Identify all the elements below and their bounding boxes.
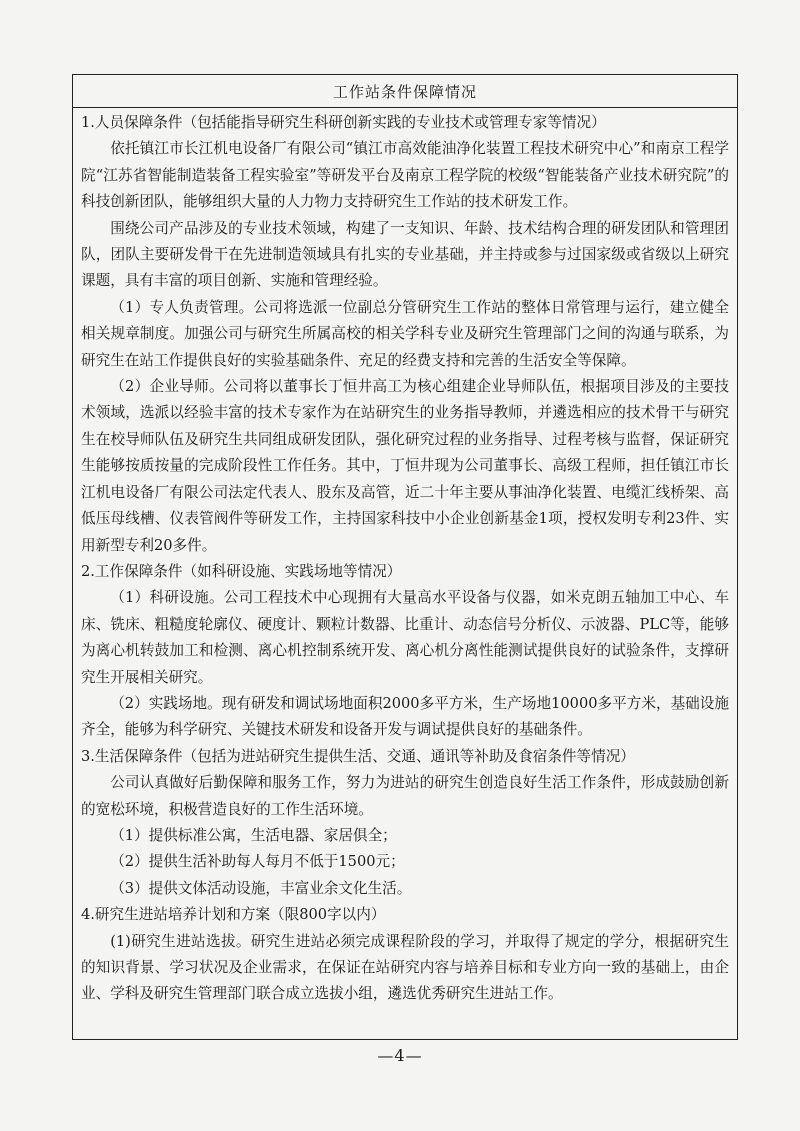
paragraph: 围绕公司产品涉及的专业技术领域，构建了一支知识、年龄、技术结构合理的研发团队和管理团队，团队主要研发骨干在先进制造领域具有扎实的专业基础，并主持或参与过国家级或省级以上研究课题，具有丰富的项目创新、实施和管理经验。	[81, 219, 729, 290]
paragraph: （1）科研设施。公司工程技术中心现拥有大量高水平设备与仪器，如米克朗五轴加工中心、车床、铣床、粗糙度轮廓仪、硬度计、颗粒计数器、比重计、动态信号分析仪、示波器、PLC等，能够为离心机转鼓加工和检测、离心机控制系统开发、离心机分离性能测试提供良好的试验条件，支撑研究生开展相关研究。	[81, 589, 729, 686]
paragraph: （2）实践场地。现有研发和调试场地面积2000多平方米，生产场地10000多平方米，基础设施齐全，能够为科学研究、关键技术研发和设备开发与调试提供良好的基础条件。	[81, 694, 729, 739]
paragraph: (1)研究生进站选拔。研究生进站必须完成课程阶段的学习，并取得了规定的学分，根据研究生的知识背景、学习状况及企业需求，在保证在站研究内容与培养目标和专业方向一致的基础上，由企业、学科及研究生管理部门联合成立选拔小组，遴选优秀研究生进站工作。	[81, 932, 729, 1003]
section-heading: 4.研究生进站培养计划和方案（限800字以内）	[81, 906, 386, 924]
list-item: （1）提供标准公寓，生活电器、家居俱全；	[110, 826, 397, 844]
section-heading: 2.工作保障条件（如科研设施、实践场地等情况）	[81, 562, 402, 580]
paragraph: 公司认真做好后勤保障和服务工作，努力为进站的研究生创造良好生活工作条件，形成鼓励创新的宽松环境，积极营造良好的工作生活环境。	[81, 774, 729, 818]
section-heading: 1.人员保障条件（包括能指导研究生科研创新实践的专业技术或管理专家等情况）	[81, 114, 606, 131]
paragraph: （2）企业导师。公司将以董事长丁恒井高工为核心组建企业导师队伍，根据项目涉及的主要技术领域，选派以经验丰富的技术专家作为在站研究生的业务指导教师，并遴选相应的技术骨干与研究生在校导师队伍及研究生共同组成研发团队，强化研究过程的业务指导、过程考核与监督，保证研究生能够按质按量的完成阶段性工作任务。其中，丁恒井现为公司董事长、高级工程师，担任镇江市长江机电设备厂有限公司法定代表人、股东及高管，近二十年主要从事油净化装置、电缆汇线桥架、高低压母线槽、仪表管阀件等研发工作，主持国家科技中小企业创新基金1项，授权发明专利23件、实用新型专利20多件。	[81, 378, 729, 554]
conditions-table	[72, 74, 738, 1040]
paragraph: （1）专人负责管理。公司将选派一位副总分管研究生工作站的整体日常管理与运行，建立健全相关规章制度。加强公司与研究生所属高校的相关学科专业及研究生管理部门之间的沟通与联系，为研究生在站工作提供良好的实验基础条件、充足的经费支持和完善的生活安全等保障。	[81, 298, 729, 369]
table-header: 工作站条件保障情况	[73, 75, 737, 108]
list-item: （3）提供文体活动设施，丰富业余文化生活。	[110, 879, 412, 897]
page-number: —4—	[377, 1046, 423, 1065]
list-item: （2）提供生活补助每人每月不低于1500元；	[110, 853, 405, 871]
table-body	[73, 108, 737, 1008]
section-heading: 3.生活保障条件（包括为进站研究生提供生活、交通、通讯等补助及食宿条件等情况）	[81, 747, 635, 765]
paragraph: 依托镇江市长江机电设备厂有限公司“镇江市高效能油净化装置工程技术研究中心”和南京工程学院“江苏省智能制造装备工程实验室”等研发平台及南京工程学院的校级“智能装备产业技术研究院”的科技创新团队，能够组织大量的人力物力支持研究生工作站的技术研发工作。	[81, 140, 729, 211]
